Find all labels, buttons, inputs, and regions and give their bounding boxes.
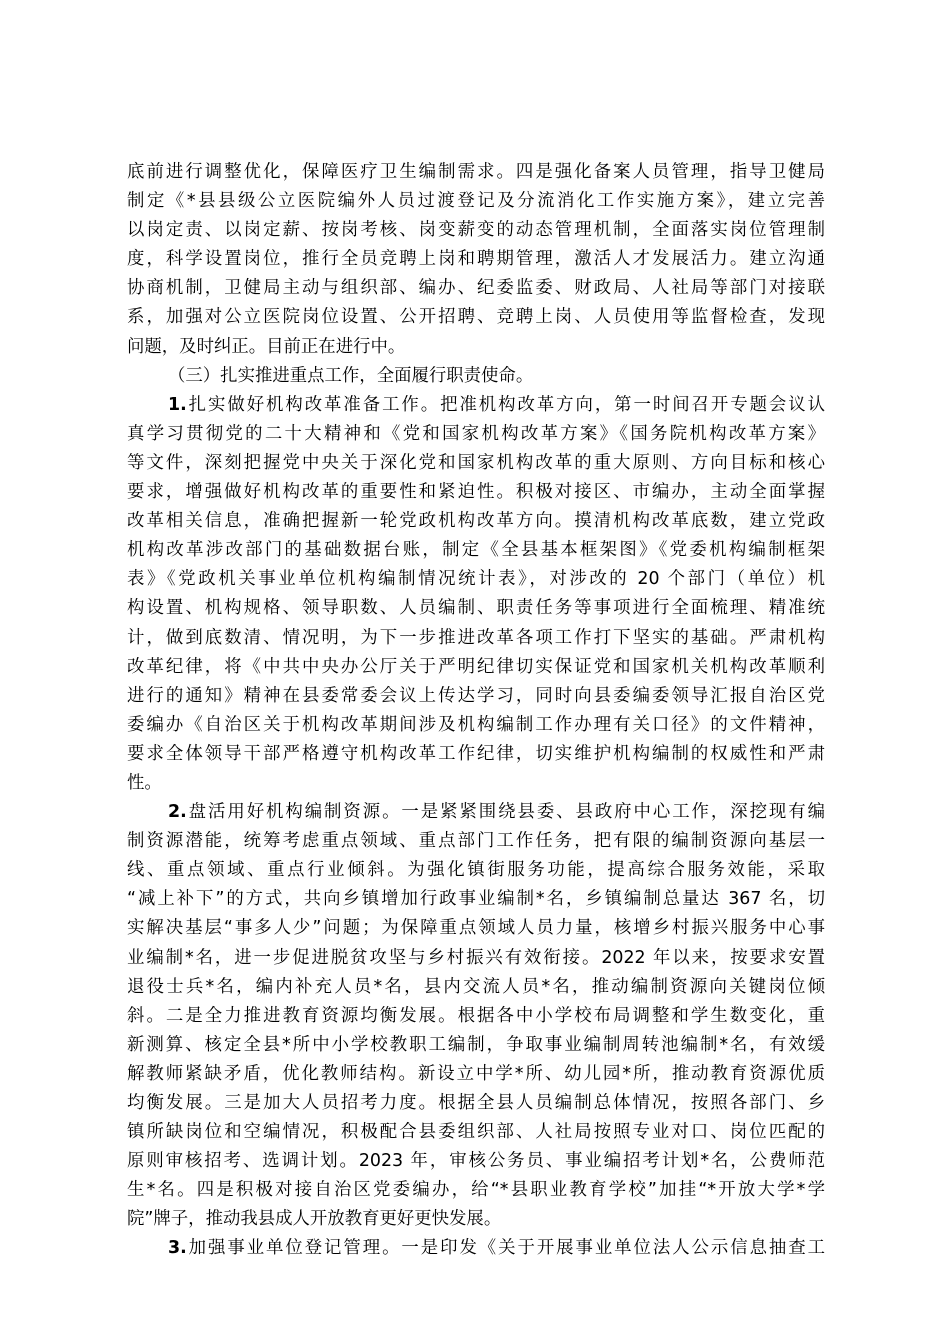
paragraph-line: 线、重点领域、重点行业倾斜。为强化镇街服务功能，提高综合服务效能，采取 bbox=[127, 860, 825, 881]
paragraph-line: 度，科学设置岗位，推行全员竞聘上岗和聘期管理，激活人才发展活力。建立沟通 bbox=[127, 249, 825, 270]
item-text: 加强事业单位登记管理。一是印发《关于开展事业单位法人公示信息抽查工 bbox=[186, 1238, 825, 1259]
paragraph-line: “减上补下”的方式，共向乡镇增加行政事业编制*名，乡镇编制总量达 367 名，切 bbox=[127, 889, 825, 910]
section-heading: （三）扎实推进重点工作，全面履行职责使命。 bbox=[168, 365, 534, 386]
item-first-line bbox=[127, 1234, 825, 1263]
paragraph-line: 业编制*名，进一步促进脱贫攻坚与乡村振兴有效衔接。2022 年以来，按要求安置 bbox=[127, 947, 825, 968]
item-number: 2. bbox=[168, 802, 187, 823]
paragraph-line: 原则审核招考、选调计划。2023 年，审核公务员、事业编招考计划*名，公费师范 bbox=[127, 1151, 825, 1172]
paragraph-line: 问题，及时纠正。目前正在进行中。 bbox=[127, 336, 406, 357]
item-first-line bbox=[127, 798, 825, 827]
paragraph-line: 实解决基层“事多人少”问题；为保障重点领域人员力量，核增乡村振兴服务中心事 bbox=[127, 918, 825, 939]
document-body bbox=[127, 158, 825, 1264]
paragraph-line: 制定《*县县级公立医院编外人员过渡登记及分流消化工作实施方案》，建立完善 bbox=[127, 191, 825, 212]
item-text: 扎实做好机构改革准备工作。把准机构改革方向，第一时间召开专题会议认 bbox=[186, 394, 825, 415]
paragraph-line: 要求全体领导干部严格遵守机构改革工作纪律，切实维护机构编制的权威性和严肃 bbox=[127, 743, 825, 764]
item-first-line bbox=[127, 391, 825, 420]
paragraph-line: 底前进行调整优化，保障医疗卫生编制需求。四是强化备案人员管理，指导卫健局 bbox=[127, 162, 825, 182]
item-text: 盘活用好机构编制资源。一是紧紧围绕县委、县政府中心工作，深挖现有编 bbox=[186, 802, 825, 823]
paragraph-line: 退役士兵*名，编内补充人员*名，县内交流人员*名，推动编制资源向关键岗位倾 bbox=[127, 976, 825, 997]
paragraph-line: 生*名。四是积极对接自治区党委编办，给“*县职业教育学校”加挂“*开放大学*学 bbox=[127, 1180, 825, 1201]
paragraph-line: 以岗定责、以岗定薪、按岗考核、岗变薪变的动态管理机制，全面落实岗位管理制 bbox=[127, 220, 825, 241]
paragraph-line: 制资源潜能，统筹考虑重点领域、重点部门工作任务，把有限的编制资源向基层一 bbox=[127, 831, 825, 852]
paragraph-line: 改革纪律，将《中共中央办公厅关于严明纪律切实保证党和国家机关机构改革顺利 bbox=[127, 656, 825, 677]
paragraph-line: 委编办《自治区关于机构改革期间涉及机构编制工作办理有关口径》的文件精神， bbox=[127, 714, 825, 735]
paragraph-line: 性。 bbox=[127, 772, 162, 793]
paragraph-line: 要求，增强做好机构改革的重要性和紧迫性。积极对接区、市编办，主动全面掌握 bbox=[127, 482, 825, 503]
paragraph-line: 表》《党政机关事业单位机构编制情况统计表》，对涉改的 20 个部门（单位）机 bbox=[127, 569, 825, 590]
item-number: 3. bbox=[168, 1238, 187, 1259]
paragraph-line: 斜。二是全力推进教育资源均衡发展。根据各中小学校布局调整和学生数变化，重 bbox=[127, 1005, 825, 1026]
paragraph-line: 构设置、机构规格、领导职数、人员编制、职责任务等事项进行全面梳理、精准统 bbox=[127, 598, 825, 619]
paragraph-line: 镇所缺岗位和空编情况，积极配合县委组织部、人社局按照专业对口、岗位匹配的 bbox=[127, 1122, 825, 1143]
paragraph-line: 均衡发展。三是加大人员招考力度。根据全县人员编制总体情况，按照各部门、乡 bbox=[127, 1093, 825, 1113]
item-number: 1. bbox=[168, 394, 187, 415]
paragraph-line: 解教师紧缺矛盾，优化教师结构。新设立中学*所、幼儿园*所，推动教育资源优质 bbox=[127, 1063, 825, 1084]
paragraph-line: 计，做到底数清、情况明，为下一步推进改革各项工作打下坚实的基础。严肃机构 bbox=[127, 627, 825, 648]
paragraph-line: 真学习贯彻党的二十大精神和《党和国家机构改革方案》《国务院机构改革方案》 bbox=[127, 423, 825, 444]
paragraph-line: 院”牌子，推动我县成人开放教育更好更快发展。 bbox=[127, 1209, 502, 1230]
paragraph-line: 等文件，深刻把握党中央关于深化党和国家机构改革的重大原则、方向目标和核心 bbox=[127, 452, 825, 473]
paragraph-line: 系，加强对公立医院岗位设置、公开招聘、竞聘上岗、人员使用等监督检查，发现 bbox=[127, 307, 825, 328]
paragraph-line: 新测算、核定全县*所中小学校教职工编制，争取事业编制周转池编制*名，有效缓 bbox=[127, 1034, 825, 1055]
paragraph-line: 机构改革涉改部门的基础数据台账，制定《全县基本框架图》《党委机构编制框架 bbox=[127, 540, 825, 561]
paragraph-line: 改革相关信息，准确把握新一轮党政机构改革方向。摸清机构改革底数，建立党政 bbox=[127, 511, 825, 532]
paragraph-line: 进行的通知》精神在县委常委会议上传达学习，同时向县委编委领导汇报自治区党 bbox=[127, 685, 825, 706]
paragraph-line: 协商机制，卫健局主动与组织部、编办、纪委监委、财政局、人社局等部门对接联 bbox=[127, 278, 825, 299]
